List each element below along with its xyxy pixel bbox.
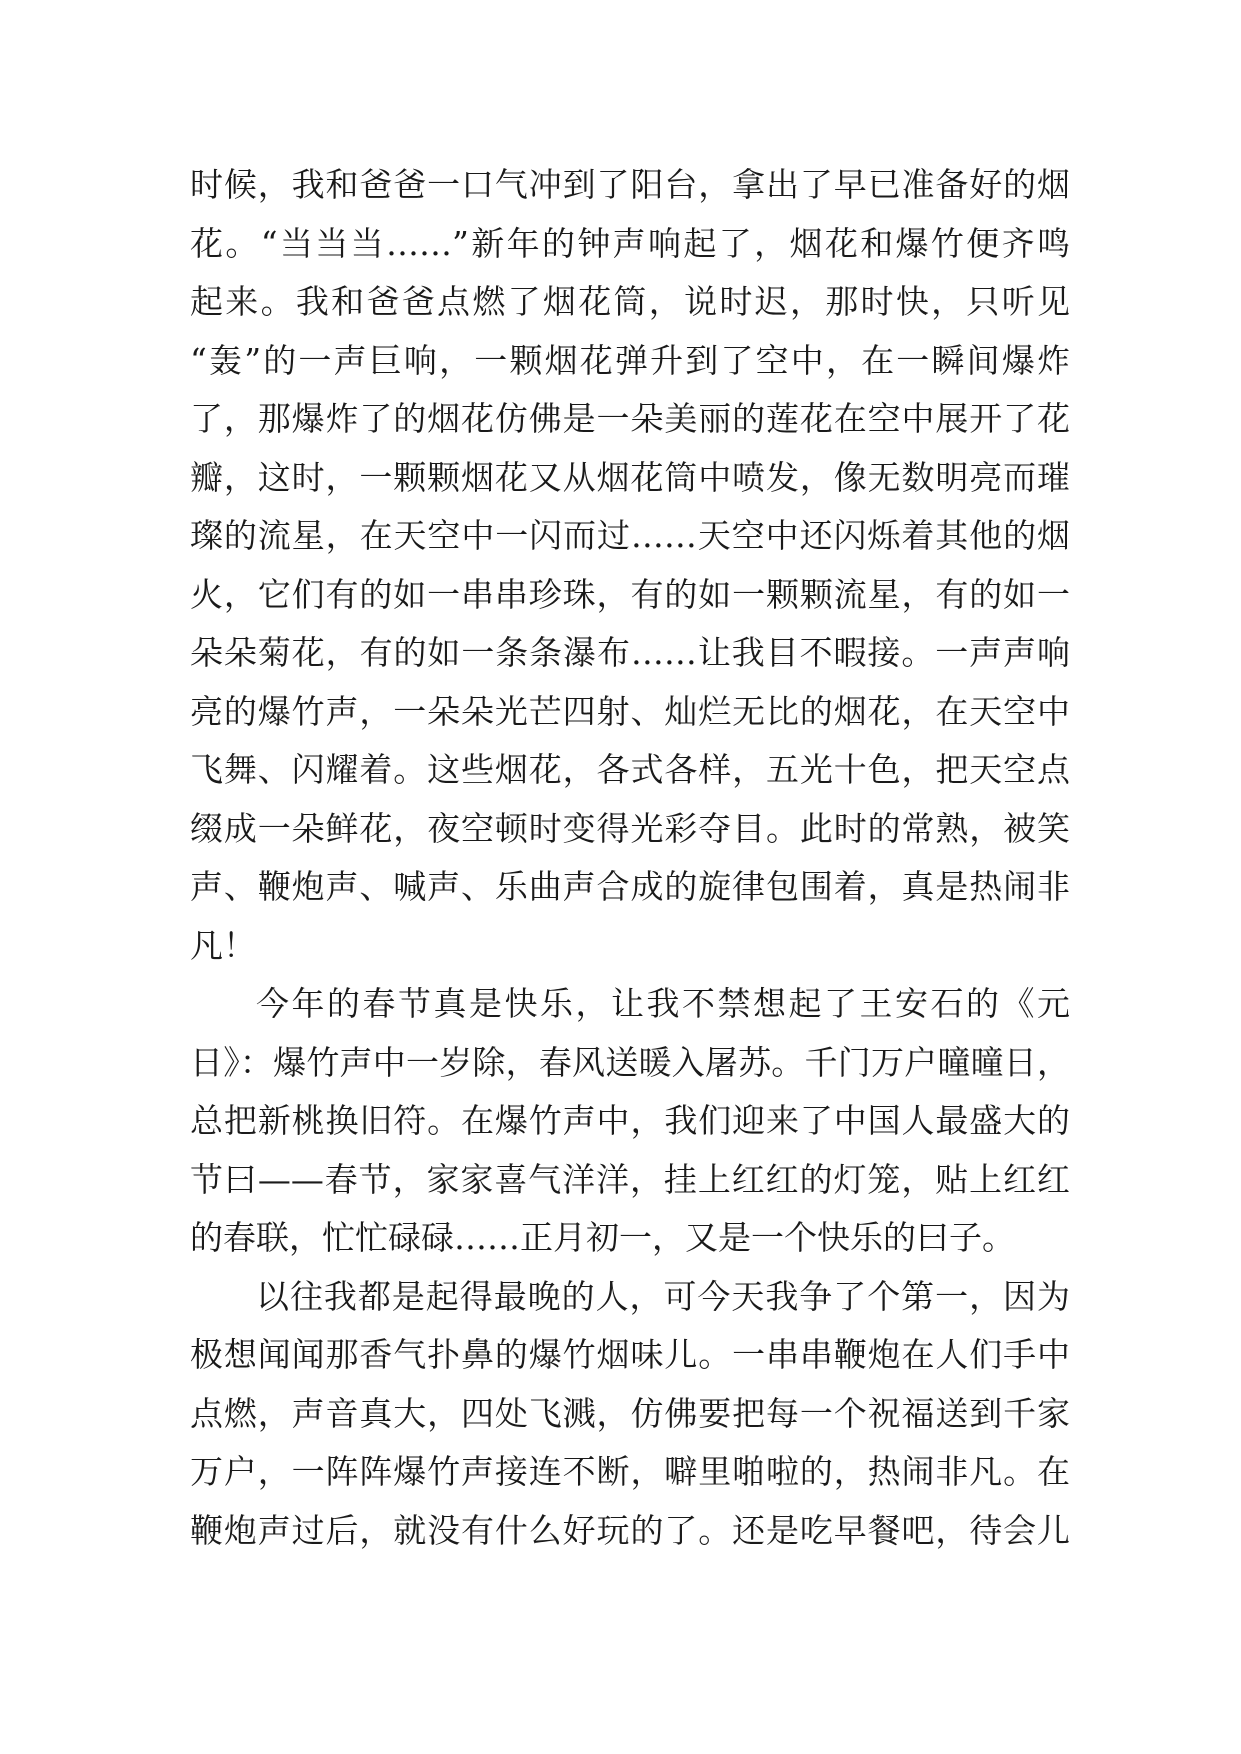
text-line: 起来。我和爸爸点燃了烟花筒，说时迟，那时快，只听见 (190, 282, 1070, 321)
text-line: 朵朵菊花，有的如一条条瀑布……让我目不暇接。一声声响 (190, 633, 1070, 672)
text-line: “轰”的一声巨响，一颗烟花弹升到了空中，在一瞬间爆炸 (190, 340, 1070, 380)
text-line: 璨的流星，在天空中一闪而过……天空中还闪烁着其他的烟 (190, 516, 1070, 555)
paragraph-3 (190, 1268, 1070, 1561)
text-line: 节曰——春节，家家喜气洋洋，挂上红红的灯笼，贴上红红 (190, 1159, 1070, 1199)
text-line: 声、鞭炮声、喊声、乐曲声合成的旋律包围着，真是热闹非 (190, 867, 1070, 906)
text-line: 时候，我和爸爸一口气冲到了阳台，拿出了早已准备好的烟 (190, 165, 1070, 204)
text-line: 火，它们有的如一串串珍珠，有的如一颗颗流星，有的如一 (190, 574, 1070, 614)
text-line: 了，那爆炸了的烟花仿佛是一朵美丽的莲花在空中展开了花 (190, 399, 1070, 438)
text-line: 凡！ (190, 925, 256, 965)
text-line: 鞭炮声过后，就没有什么好玩的了。还是吃早餐吧，待会儿 (190, 1510, 1070, 1550)
text-line: 缀成一朵鲜花，夜空顿时变得光彩夺目。此时的常熟，被笑 (190, 808, 1070, 848)
text-line: 万户，一阵阵爆竹声接连不断，噼里啪啦的，热闹非凡。在 (190, 1452, 1070, 1491)
text-line: 飞舞、闪耀着。这些烟花，各式各样，五光十色，把天空点 (190, 750, 1070, 789)
text-line: 日》：爆竹声中一岁除，春风送暖入屠苏。千门万户曈曈日， (190, 1042, 1070, 1082)
text-line: 亮的爆竹声，一朵朵光芒四射、灿烂无比的烟花，在天空中 (190, 691, 1070, 731)
text-line: 以往我都是起得最晚的人，可今天我争了个第一，因为 (256, 1276, 1070, 1316)
text-line: 的春联，忙忙碌碌……正月初一，又是一个快乐的曰子。 (190, 1218, 1015, 1257)
paragraph-1 (190, 156, 1070, 975)
text-line: 今年的春节真是快乐，让我不禁想起了王安石的《元 (256, 984, 1070, 1023)
document-body (190, 156, 1070, 1560)
text-line: 极想闻闻那香气扑鼻的爆竹烟味儿。一串串鞭炮在人们手中 (190, 1335, 1070, 1374)
text-line: 瓣，这时，一颗颗烟花又从烟花筒中喷发，像无数明亮而璀 (190, 457, 1070, 497)
paragraph-2 (190, 975, 1070, 1268)
text-line: 花。“当当当……”新年的钟声响起了，烟花和爆竹便齐鸣 (190, 223, 1070, 263)
text-line: 点燃，声音真大，四处飞溅，仿佛要把每一个祝福送到千家 (190, 1393, 1070, 1433)
text-line: 总把新桃换旧符。在爆竹声中，我们迎来了中国人最盛大的 (190, 1101, 1070, 1140)
